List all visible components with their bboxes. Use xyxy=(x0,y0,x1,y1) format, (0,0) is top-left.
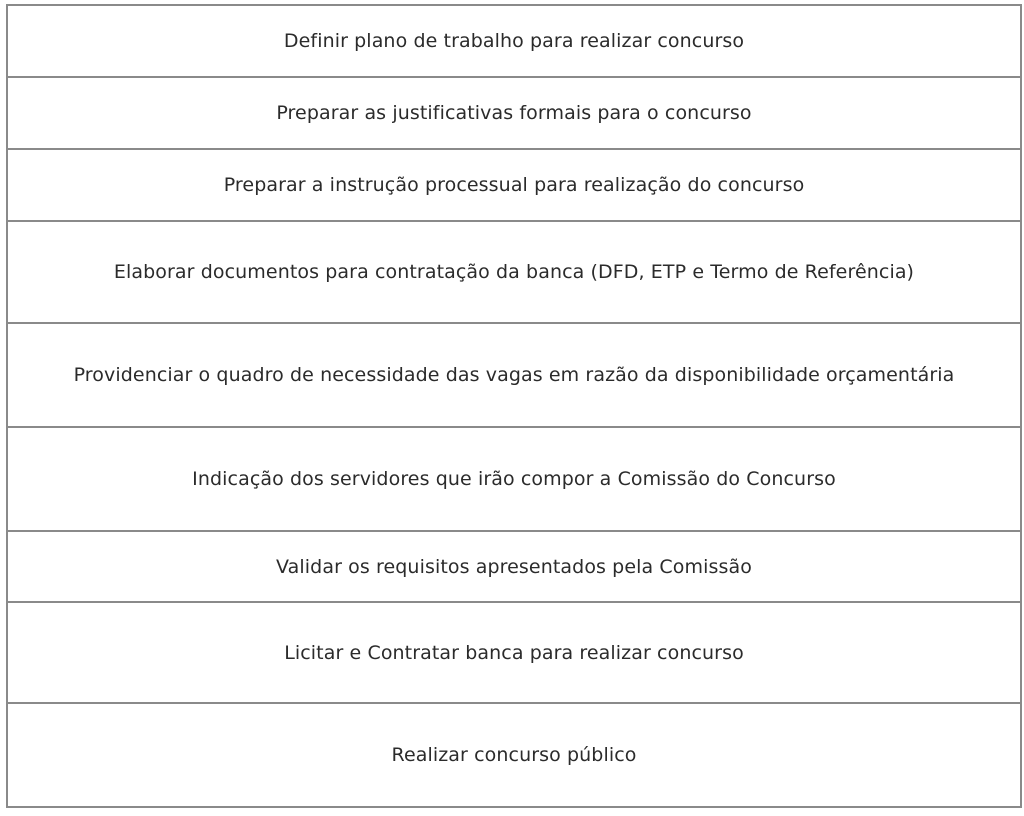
table-row xyxy=(7,602,1021,703)
table-row xyxy=(7,5,1021,77)
table-cell: Validar os requisitos apresentados pela Comissão xyxy=(7,531,1021,602)
table-cell: Preparar as justificativas formais para o concurso xyxy=(7,77,1021,149)
task-table xyxy=(6,4,1022,808)
table-cell: Preparar a instrução processual para realização do concurso xyxy=(7,149,1021,221)
table-cell: Indicação dos servidores que irão compor a Comissão do Concurso xyxy=(7,427,1021,531)
table-cell: Licitar e Contratar banca para realizar concurso xyxy=(7,602,1021,703)
table-row xyxy=(7,323,1021,427)
table-row xyxy=(7,221,1021,323)
table-row xyxy=(7,531,1021,602)
table-row xyxy=(7,703,1021,807)
table-row xyxy=(7,149,1021,221)
table-cell: Definir plano de trabalho para realizar concurso xyxy=(7,5,1021,77)
table-cell: Providenciar o quadro de necessidade das vagas em razão da disponibilidade orçamentária xyxy=(7,323,1021,427)
table-row xyxy=(7,77,1021,149)
table-cell: Elaborar documentos para contratação da banca (DFD, ETP e Termo de Referência) xyxy=(7,221,1021,323)
table-row xyxy=(7,427,1021,531)
table-cell: Realizar concurso público xyxy=(7,703,1021,807)
